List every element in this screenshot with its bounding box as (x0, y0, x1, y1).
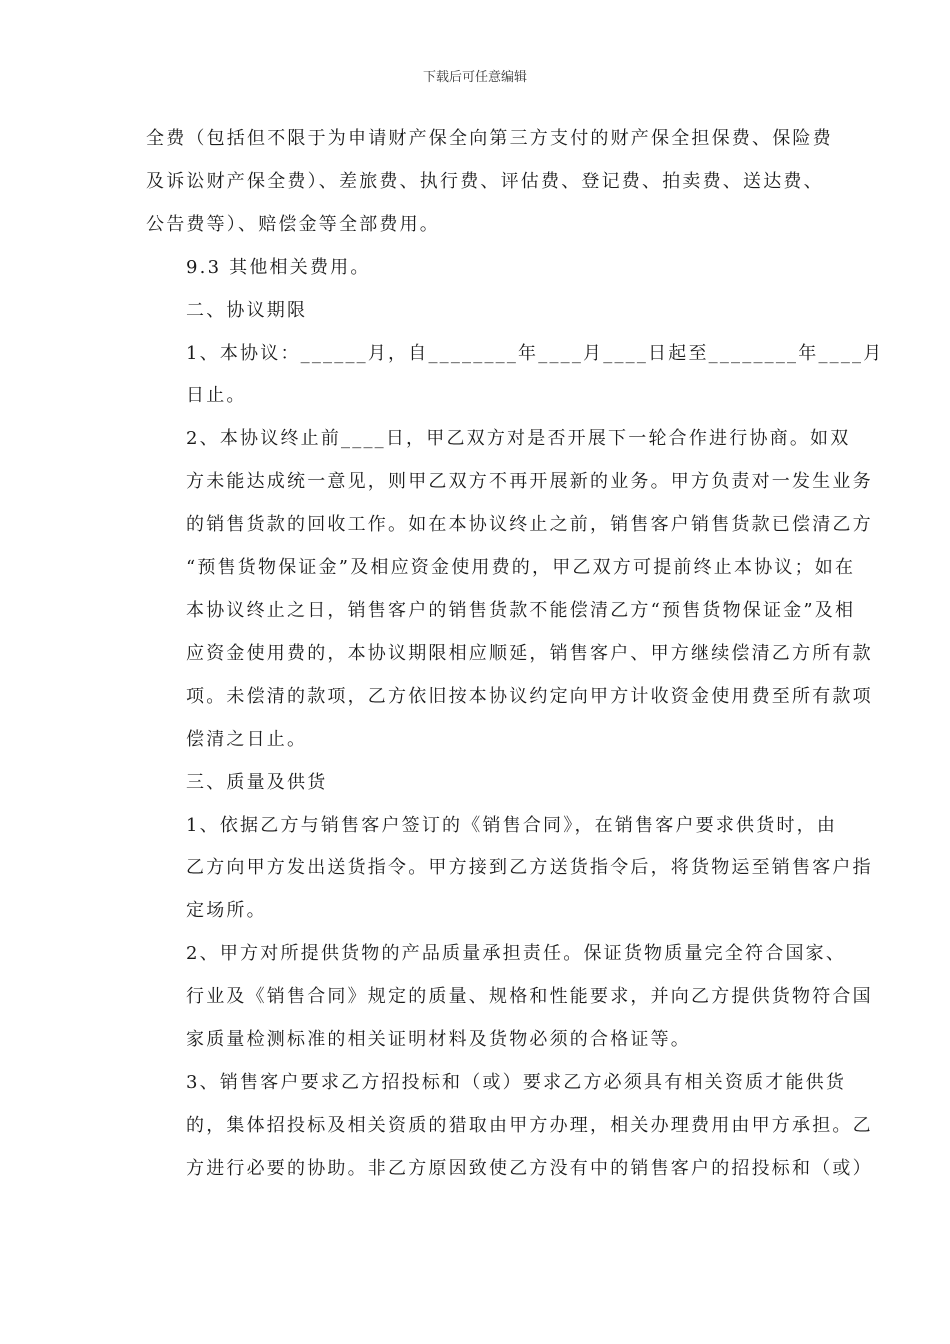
text-line: 方进行必要的协助。非乙方原因致使乙方没有中的销售客户的招投标和（或） (186, 1157, 873, 1179)
text-line: 3、销售客户要求乙方招投标和（或）要求乙方必须具有相关资质才能供货 (186, 1071, 847, 1093)
text-line: 的，集体招投标及相关资质的猎取由甲方办理，相关办理费用由甲方承担。乙 (186, 1114, 873, 1136)
document-body (146, 118, 884, 1191)
text-line: 方未能达成统一意见，则甲乙双方不再开展新的业务。甲方负责对一发生业务 (186, 471, 873, 493)
paragraph-term-2 (146, 418, 873, 761)
paragraph-9-3 (146, 247, 806, 290)
text-line: 的销售货款的回收工作。如在本协议终止之前，销售客户销售货款已偿清乙方 (186, 514, 873, 536)
text-line: 1、依据乙方与销售客户签订的《销售合同》，在销售客户要求供货时，由 (186, 814, 838, 836)
text-line: 应资金使用费的，本协议期限相应顺延，销售客户、甲方继续偿清乙方所有款 (186, 642, 873, 664)
text-line: 2、甲方对所提供货物的产品质量承担责任。保证货物质量完全符合国家、 (186, 943, 847, 965)
paragraph-quality-3 (146, 1062, 873, 1191)
text-line: 本协议终止之日，销售客户的销售货款不能偿清乙方“预售货物保证金”及相 (186, 599, 856, 621)
text-line: 乙方向甲方发出送货指令。甲方接到乙方送货指令后，将货物运至销售客户指 (186, 857, 873, 879)
section-heading-term (146, 290, 806, 333)
text-line: 家质量检测标准的相关证明材料及货物必须的合格证等。 (186, 1029, 691, 1051)
section-heading-quality (146, 762, 806, 805)
text-line: 1、本协议：______月，自________年____月____日起至________年____月 (186, 342, 884, 364)
text-line: 9.3 其他相关费用。 (186, 256, 371, 278)
text-line: 日止。 (186, 385, 247, 407)
page-header: 下载后可任意编辑 (422, 70, 527, 85)
paragraph-term-1 (146, 333, 884, 419)
text-line: 行业及《销售合同》规定的质量、规格和性能要求，并向乙方提供货物符合国 (186, 986, 873, 1008)
text-line: 全费（包括但不限于为申请财产保全向第三方支付的财产保全担保费、保险费 (146, 128, 833, 149)
paragraph-1 (146, 118, 833, 247)
text-line: 定场所。 (186, 900, 267, 922)
paragraph-quality-2 (146, 933, 873, 1062)
text-line: “预售货物保证金”及相应资金使用费的，甲乙双方可提前终止本协议；如在 (186, 557, 856, 579)
paragraph-quality-1 (146, 805, 873, 934)
text-line: 偿清之日止。 (186, 728, 308, 750)
text-line: 公告费等）、赔偿金等全部费用。 (146, 213, 440, 235)
text-line: 二、协议期限 (186, 299, 308, 321)
text-line: 项。未偿清的款项，乙方依旧按本协议约定向甲方计收资金使用费至所有款项 (186, 685, 873, 707)
text-line: 及诉讼财产保全费）、差旅费、执行费、评估费、登记费、拍卖费、送达费、 (146, 170, 824, 192)
text-line: 2、本协议终止前____日，甲乙双方对是否开展下一轮合作进行协商。如双 (186, 428, 851, 450)
text-line: 三、质量及供货 (186, 771, 328, 793)
